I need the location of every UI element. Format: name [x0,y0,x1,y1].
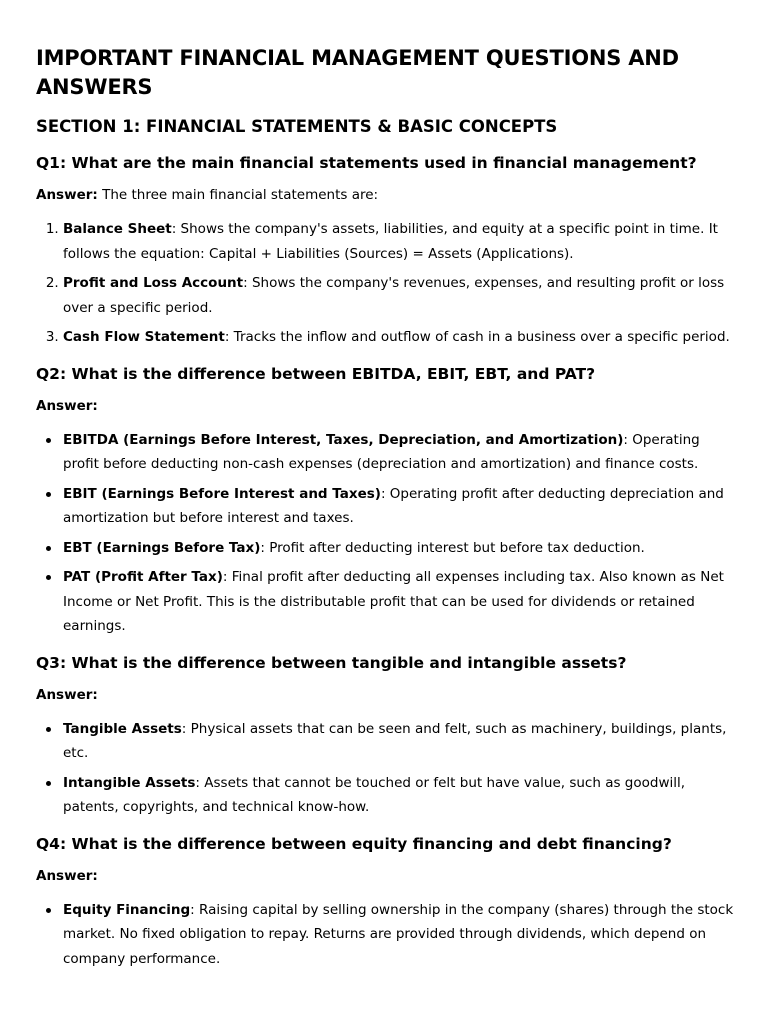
answer-list [36,898,738,972]
answer-label: Answer: [36,187,98,203]
question-block-q4 [36,833,738,972]
item-text: : Profit after deducting interest but before tax deduction. [260,539,645,556]
list-item [63,717,738,766]
list-item [63,771,738,820]
item-term: Balance Sheet [63,221,172,237]
document-title: IMPORTANT FINANCIAL MANAGEMENT QUESTIONS AND ANSWERS [36,46,679,99]
list-item [63,565,738,639]
question-title: Q3: What is the difference between tangible and intangible assets? [36,653,627,672]
item-text: : Shows the company's revenues, expenses, and resulting profit or loss over a specific period. [63,275,725,316]
list-item [63,898,738,972]
item-term: EBIT (Earnings Before Interest and Taxes) [63,485,381,502]
answer-line [36,865,738,887]
question-block-q1 [36,152,738,350]
item-text: : Final profit after deducting all expenses including tax. Also known as Net Income or Net Profit. This is the distributable profit that can be used for dividends or retained earnings. [63,569,724,634]
item-text: : Physical assets that can be seen and felt, such as machinery, buildings, plants, etc. [63,720,727,761]
list-item [63,536,738,561]
answer-label: Answer: [36,686,98,703]
list-item [63,217,738,266]
section-heading: SECTION 1: FINANCIAL STATEMENTS & BASIC CONCEPTS [36,117,558,136]
item-term: EBITDA (Earnings Before Interest, Taxes, Depreciation, and Amortization) [63,431,624,448]
answer-label: Answer: [36,397,98,414]
item-term: Cash Flow Statement [63,329,225,345]
item-text: : Shows the company's assets, liabilities, and equity at a specific point in time. It follows the equation: Capital + Liabilities (Sources) = Assets (Applications). [63,221,718,262]
answer-line [36,684,738,706]
item-term: Equity Financing [63,901,191,918]
item-text: : Raising capital by selling ownership in the company (shares) through the stock market. No fixed obligation to repay. Returns are provided through dividends, which depend on company performance. [63,901,734,967]
list-item [63,325,738,350]
item-text: : Tracks the inflow and outflow of cash in a business over a specific period. [224,329,730,345]
item-term: Intangible Assets [63,774,196,791]
item-text: : Operating profit after deducting depreciation and amortization but before interest and taxes. [63,485,724,526]
question-title: Q4: What is the difference between equity financing and debt financing? [36,834,672,853]
answer-line [36,184,738,206]
list-item [63,271,738,320]
answer-line [36,395,738,417]
answer-intro: The three main financial statements are: [102,187,379,203]
list-item [63,428,738,477]
question-block-q3 [36,652,738,820]
answer-label: Answer: [36,867,98,884]
item-term: Profit and Loss Account [63,275,244,291]
item-term: Tangible Assets [63,720,182,737]
list-item [63,482,738,531]
item-text: : Assets that cannot be touched or felt but have value, such as goodwill, patents, copyrights, and technical know-how. [63,774,686,815]
answer-list [36,717,738,820]
answer-list [36,217,738,350]
item-term: PAT (Profit After Tax) [63,569,223,585]
item-term: EBT (Earnings Before Tax) [63,539,261,556]
question-title: Q2: What is the difference between EBITDA, EBIT, EBT, and PAT? [36,364,596,383]
question-block-q2 [36,363,738,639]
answer-list [36,428,738,639]
question-title: Q1: What are the main financial statements used in financial management? [36,154,697,172]
item-text: : Operating profit before deducting non-cash expenses (depreciation and amortization) and finance costs. [63,431,700,472]
